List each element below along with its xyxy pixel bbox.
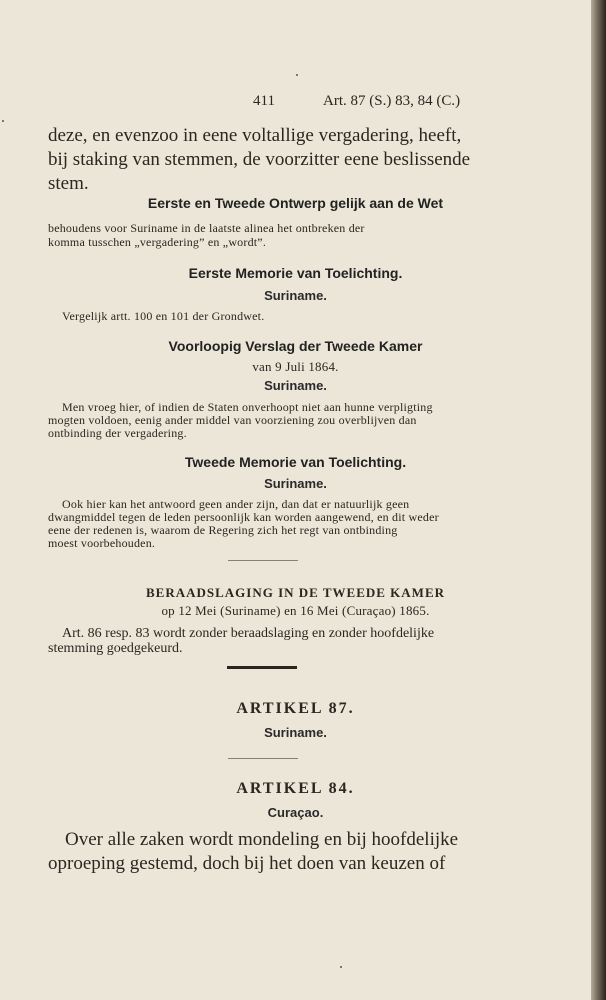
- tweede-memorie-text-line-3: eene der redenen is, waarom de Regering zich het regt van ontbinding: [48, 523, 398, 537]
- section-heading-voorloopig-verslag: Voorloopig Verslag der Tweede Kamer: [168, 338, 423, 354]
- section-divider: [228, 758, 298, 759]
- artikel-84-subheading: Curaçao.: [267, 805, 324, 820]
- intro-line-3: stem.: [48, 173, 89, 194]
- running-head-art-label: Art.: [323, 93, 347, 109]
- artikel-84-title: ARTIKEL 84.: [236, 780, 355, 797]
- artikel-87-title: ARTIKEL 87.: [236, 700, 355, 717]
- running-head-art-ref: 87 (S.) 83, 84 (C.): [350, 93, 461, 109]
- voorloopig-verslag-date: van 9 Juli 1864.: [252, 359, 339, 374]
- section-heading-tweede-memorie: Tweede Memorie van Toelichting.: [184, 454, 407, 470]
- verslag-text-line-2: mogten voldoen, eenig ander middel van voorziening zou overblijven dan: [48, 413, 417, 427]
- artikel-87-subheading: Suriname.: [264, 725, 327, 740]
- section-heading-eerste-memorie: Eerste Memorie van Toelichting.: [188, 265, 403, 281]
- beraadslaging-date: op 12 Mei (Suriname) en 16 Mei (Curaçao) 1865.: [161, 603, 430, 618]
- eerste-memorie-text: Vergelijk artt. 100 en 101 der Grondwet.: [62, 309, 265, 323]
- thick-divider: [227, 666, 297, 669]
- tweede-memorie-text-line-4: moest voorbehouden.: [48, 536, 156, 550]
- print-speck: [340, 966, 342, 968]
- section-heading-beraadslaging: BERAADSLAGING IN DE TWEEDE KAMER: [145, 585, 446, 600]
- beraadslaging-text-line-1: Art. 86 resp. 83 wordt zonder beraadslaging en zonder hoofdelijke: [62, 626, 435, 641]
- intro-line-1: deze, en evenzoo in eene voltallige vergadering, heeft,: [48, 125, 462, 146]
- ontwerp-text-line-1: behoudens voor Suriname in de laatste alinea het ontbreken der: [48, 221, 365, 235]
- subheading-suriname: Suriname.: [264, 288, 327, 303]
- running-head: [253, 93, 460, 110]
- page-edge-shadow: [591, 0, 606, 1000]
- artikel-84-text-line-2: oproeping gestemd, doch bij het doen van keuzen of: [48, 853, 446, 874]
- tweede-memorie-text-line-1: Ook hier kan het antwoord geen ander zijn, dan dat er natuurlijk geen: [62, 497, 410, 511]
- subheading-suriname: Suriname.: [264, 476, 327, 491]
- ontwerp-text-line-2: komma tusschen „vergadering” en „wordt”.: [48, 235, 267, 249]
- verslag-text-line-1: Men vroeg hier, of indien de Staten onverhoopt niet aan hunne verpligting: [62, 400, 433, 414]
- section-divider: [228, 560, 298, 561]
- subheading-suriname: Suriname.: [264, 378, 327, 393]
- verslag-text-line-3: ontbinding der vergadering.: [48, 426, 187, 440]
- print-speck: [296, 74, 298, 76]
- tweede-memorie-text-line-2: dwangmiddel tegen de leden persoonlijk kan worden aangewend, en dit weder: [48, 510, 439, 524]
- beraadslaging-text-line-2: stemming goedgekeurd.: [48, 641, 183, 656]
- page-number: 411: [253, 93, 275, 109]
- print-speck: [2, 120, 4, 122]
- section-heading-ontwerp: Eerste en Tweede Ontwerp gelijk aan de Wet: [147, 195, 444, 211]
- artikel-84-text-line-1: Over alle zaken wordt mondeling en bij hoofdelijke: [65, 829, 459, 850]
- intro-line-2: bij staking van stemmen, de voorzitter eene beslissende: [48, 149, 471, 170]
